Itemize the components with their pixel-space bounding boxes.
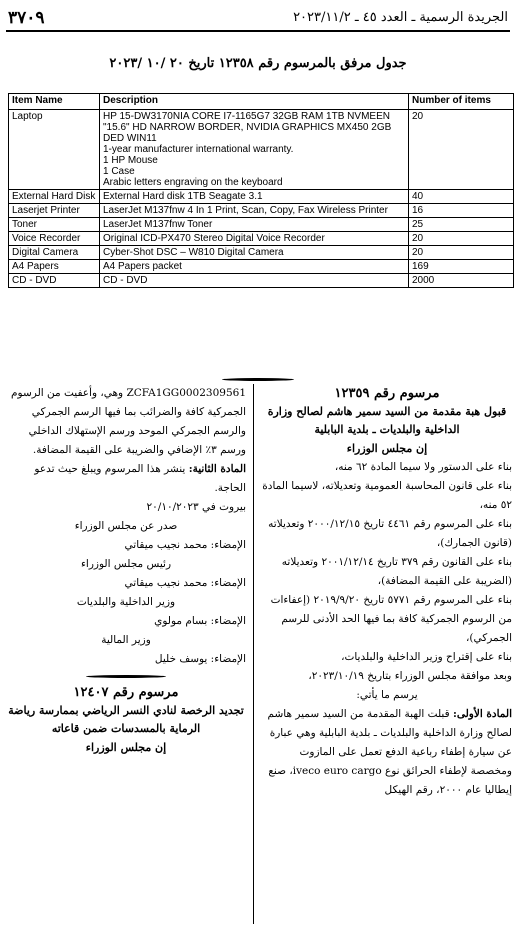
description-cell: [100, 110, 409, 190]
description-line: 1 HP Mouse: [103, 155, 158, 166]
signatory-role-2: رئيس مجلس الوزراء: [80, 558, 172, 570]
description-cell: [100, 232, 409, 246]
section-divider: [222, 378, 294, 381]
description-cell: [100, 260, 409, 274]
quantity-cell: 25: [409, 218, 514, 232]
signatory-role-4: وزير المالية: [101, 634, 151, 646]
header-number-of-items: Number of items: [409, 94, 514, 110]
item-name-cell: Voice Recorder: [9, 232, 100, 246]
item-name-cell: A4 Papers: [9, 260, 100, 274]
table-row: [9, 218, 514, 232]
description-line: A4 Papers packet: [103, 261, 182, 272]
item-name-cell: Laptop: [9, 110, 100, 190]
decree-12359-title: قبول هبة مقدمة من السيد سمير هاشم لصالح وزارة الداخلية والبلديات ـ بلدية البابلية: [267, 405, 507, 436]
description-cell: [100, 274, 409, 288]
article-one: [262, 705, 512, 800]
description-cell: [100, 218, 409, 232]
decree-12359-number: مرسوم رقم ١٢٣٥٩: [334, 386, 440, 401]
gazette-title: الجريدة الرسمية ـ العدد ٤٥ ـ ٢٠٢٣/١١/٢: [293, 10, 508, 25]
recitals: [262, 458, 512, 686]
description-cell: [100, 246, 409, 260]
quantity-cell: 2000: [409, 274, 514, 288]
exemption-paragraph: ZCFA1GG0002309561 وهي، وأعفيت من الرسوم الجمركية كافة والضرائب بما فيها الرسم الجمركي والرسم الجمركي الموحد ورسم الإستهلاك الداخلي ورسم ٣٪ الإضافي والضريبة على القيمة المضافة.: [11, 387, 246, 456]
signature-2: الإمضاء: محمد نجيب ميقاتي: [124, 577, 246, 589]
table-row: [9, 246, 514, 260]
table-row: [9, 274, 514, 288]
description-line: LaserJet M137fnw 4 In 1 Print, Scan, Copy, Fax Wireless Printer: [103, 205, 388, 216]
divider-line: [86, 675, 166, 678]
right-column: [262, 384, 512, 800]
description-line: 1-year manufacturer international warranty.: [103, 144, 294, 155]
recital-paragraph: وبعد موافقة مجلس الوزراء بتاريخ ٢٠٢٣/١٠/١٩،: [308, 670, 512, 682]
items-table: [8, 93, 514, 288]
signature-3: الإمضاء: بسام مولوي: [154, 615, 246, 627]
recital-paragraph: بناء على إقتراح وزير الداخلية والبلديات،: [341, 651, 512, 663]
decree-date: بيروت في ٢٠/١٠/٢٠٢٣: [146, 501, 246, 513]
recital-paragraph: بناء على الدستور ولا سيما المادة ٦٢ منه،: [334, 461, 512, 473]
description-line: Cyber-Shot DSC – W810 Digital Camera: [103, 247, 284, 258]
header-description: Description: [100, 94, 409, 110]
description-line: HP 15-DW3170NIA CORE I7-1165G7 32GB RAM 1TB NVMEEN "15.6" HD NARROW BORDER, NVIDIA GRAPHICS MX450 2GB DED WIN11: [103, 111, 392, 144]
page-header: [6, 6, 510, 32]
item-name-cell: Laserjet Printer: [9, 204, 100, 218]
quantity-cell: 169: [409, 260, 514, 274]
quantity-cell: 20: [409, 232, 514, 246]
council-heading-left: إن مجلس الوزراء: [85, 741, 167, 754]
table-row: [9, 260, 514, 274]
recital-paragraph: بناء على قانون المحاسبة العمومية وتعديلاته، لاسيما المادة ٥٢ منه،: [262, 480, 512, 511]
description-line: Arabic letters engraving on the keyboard: [103, 177, 283, 188]
description-line: Original ICD-PX470 Stereo Digital Voice Recorder: [103, 233, 325, 244]
item-name-cell: CD - DVD: [9, 274, 100, 288]
decree-12407-title: تجديد الرخصة لنادي النسر الرياضي بممارسة رياضة الرماية بالمسدسات ضمن قاعاته: [8, 704, 244, 735]
signature-1: الإمضاء: محمد نجيب ميقاتي: [124, 539, 246, 551]
decree-12407-number: مرسوم رقم ١٢٤٠٧: [73, 685, 179, 700]
description-cell: [100, 190, 409, 204]
issued-by: صدر عن مجلس الوزراء: [74, 520, 178, 532]
article-two: [6, 460, 246, 498]
description-line: CD - DVD: [103, 275, 148, 286]
item-name-cell: External Hard Disk: [9, 190, 100, 204]
table-title: جدول مرفق بالمرسوم رقم ١٢٣٥٨ تاريخ ٢٠ /١٠ /٢٠٢٣: [109, 56, 407, 71]
table-row: [9, 204, 514, 218]
description-cell: [100, 204, 409, 218]
quantity-cell: 40: [409, 190, 514, 204]
signature-4: الإمضاء: يوسف خليل: [154, 653, 246, 665]
article-one-text: قبلت الهبة المقدمة من السيد سمير هاشم لصالح وزارة الداخلية والبلديات ـ بلدية البابلية وهي عبارة عن سيارة إطفاء رباعية الدفع تعمل على المازوت ومخصصة لإطفاء الحرائق نوع iveco euro cargo، صنع إيطاليا عام ٢٠٠٠، رقم الهيكل: [267, 708, 512, 796]
table-row: [9, 232, 514, 246]
description-line: 1 Case: [103, 166, 135, 177]
recital-paragraph: بناء على القانون رقم ٣٧٩ تاريخ ٢٠٠١/١٢/١٤ وتعديلاته (الضريبة على القيمة المضافة)،: [281, 556, 512, 587]
table-row: [9, 190, 514, 204]
decrees-line: يرسم ما يأتي:: [356, 689, 418, 701]
signatory-role-3: وزير الداخلية والبلديات: [76, 596, 176, 608]
article-two-text: ينشر هذا المرسوم ويبلغ حيث تدعو الحاجة.: [34, 463, 246, 494]
table-row: [9, 110, 514, 190]
recital-paragraph: بناء على المرسوم رقم ٤٤٦١ تاريخ ٢٠٠٠/١٢/١٥ وتعديلاته (قانون الجمارك)،: [268, 518, 512, 549]
description-line: External Hard disk 1TB Seagate 3.1: [103, 191, 263, 202]
item-name-cell: Digital Camera: [9, 246, 100, 260]
recital-paragraph: بناء على المرسوم رقم ٥٧٧١ تاريخ ٢٠١٩/٩/٢٠ (إعفاءات من الرسوم الجمركية كافة بما فيها الحد الأدنى للرسم الجمركي)،: [270, 594, 512, 644]
table-header-row: [9, 94, 514, 110]
header-item-name: Item Name: [9, 94, 100, 110]
item-name-cell: Toner: [9, 218, 100, 232]
quantity-cell: 16: [409, 204, 514, 218]
decree-divider: [6, 669, 246, 683]
description-line: LaserJet M137fnw Toner: [103, 219, 213, 230]
page-number: ٣٧٠٩: [8, 8, 45, 28]
quantity-cell: 20: [409, 110, 514, 190]
column-divider: [253, 384, 254, 924]
article-one-label: المادة الأولى:: [452, 708, 512, 720]
left-column: [6, 384, 246, 757]
council-heading-right: إن مجلس الوزراء: [346, 442, 428, 455]
quantity-cell: 20: [409, 246, 514, 260]
article-two-label: المادة الثانية:: [188, 463, 246, 475]
